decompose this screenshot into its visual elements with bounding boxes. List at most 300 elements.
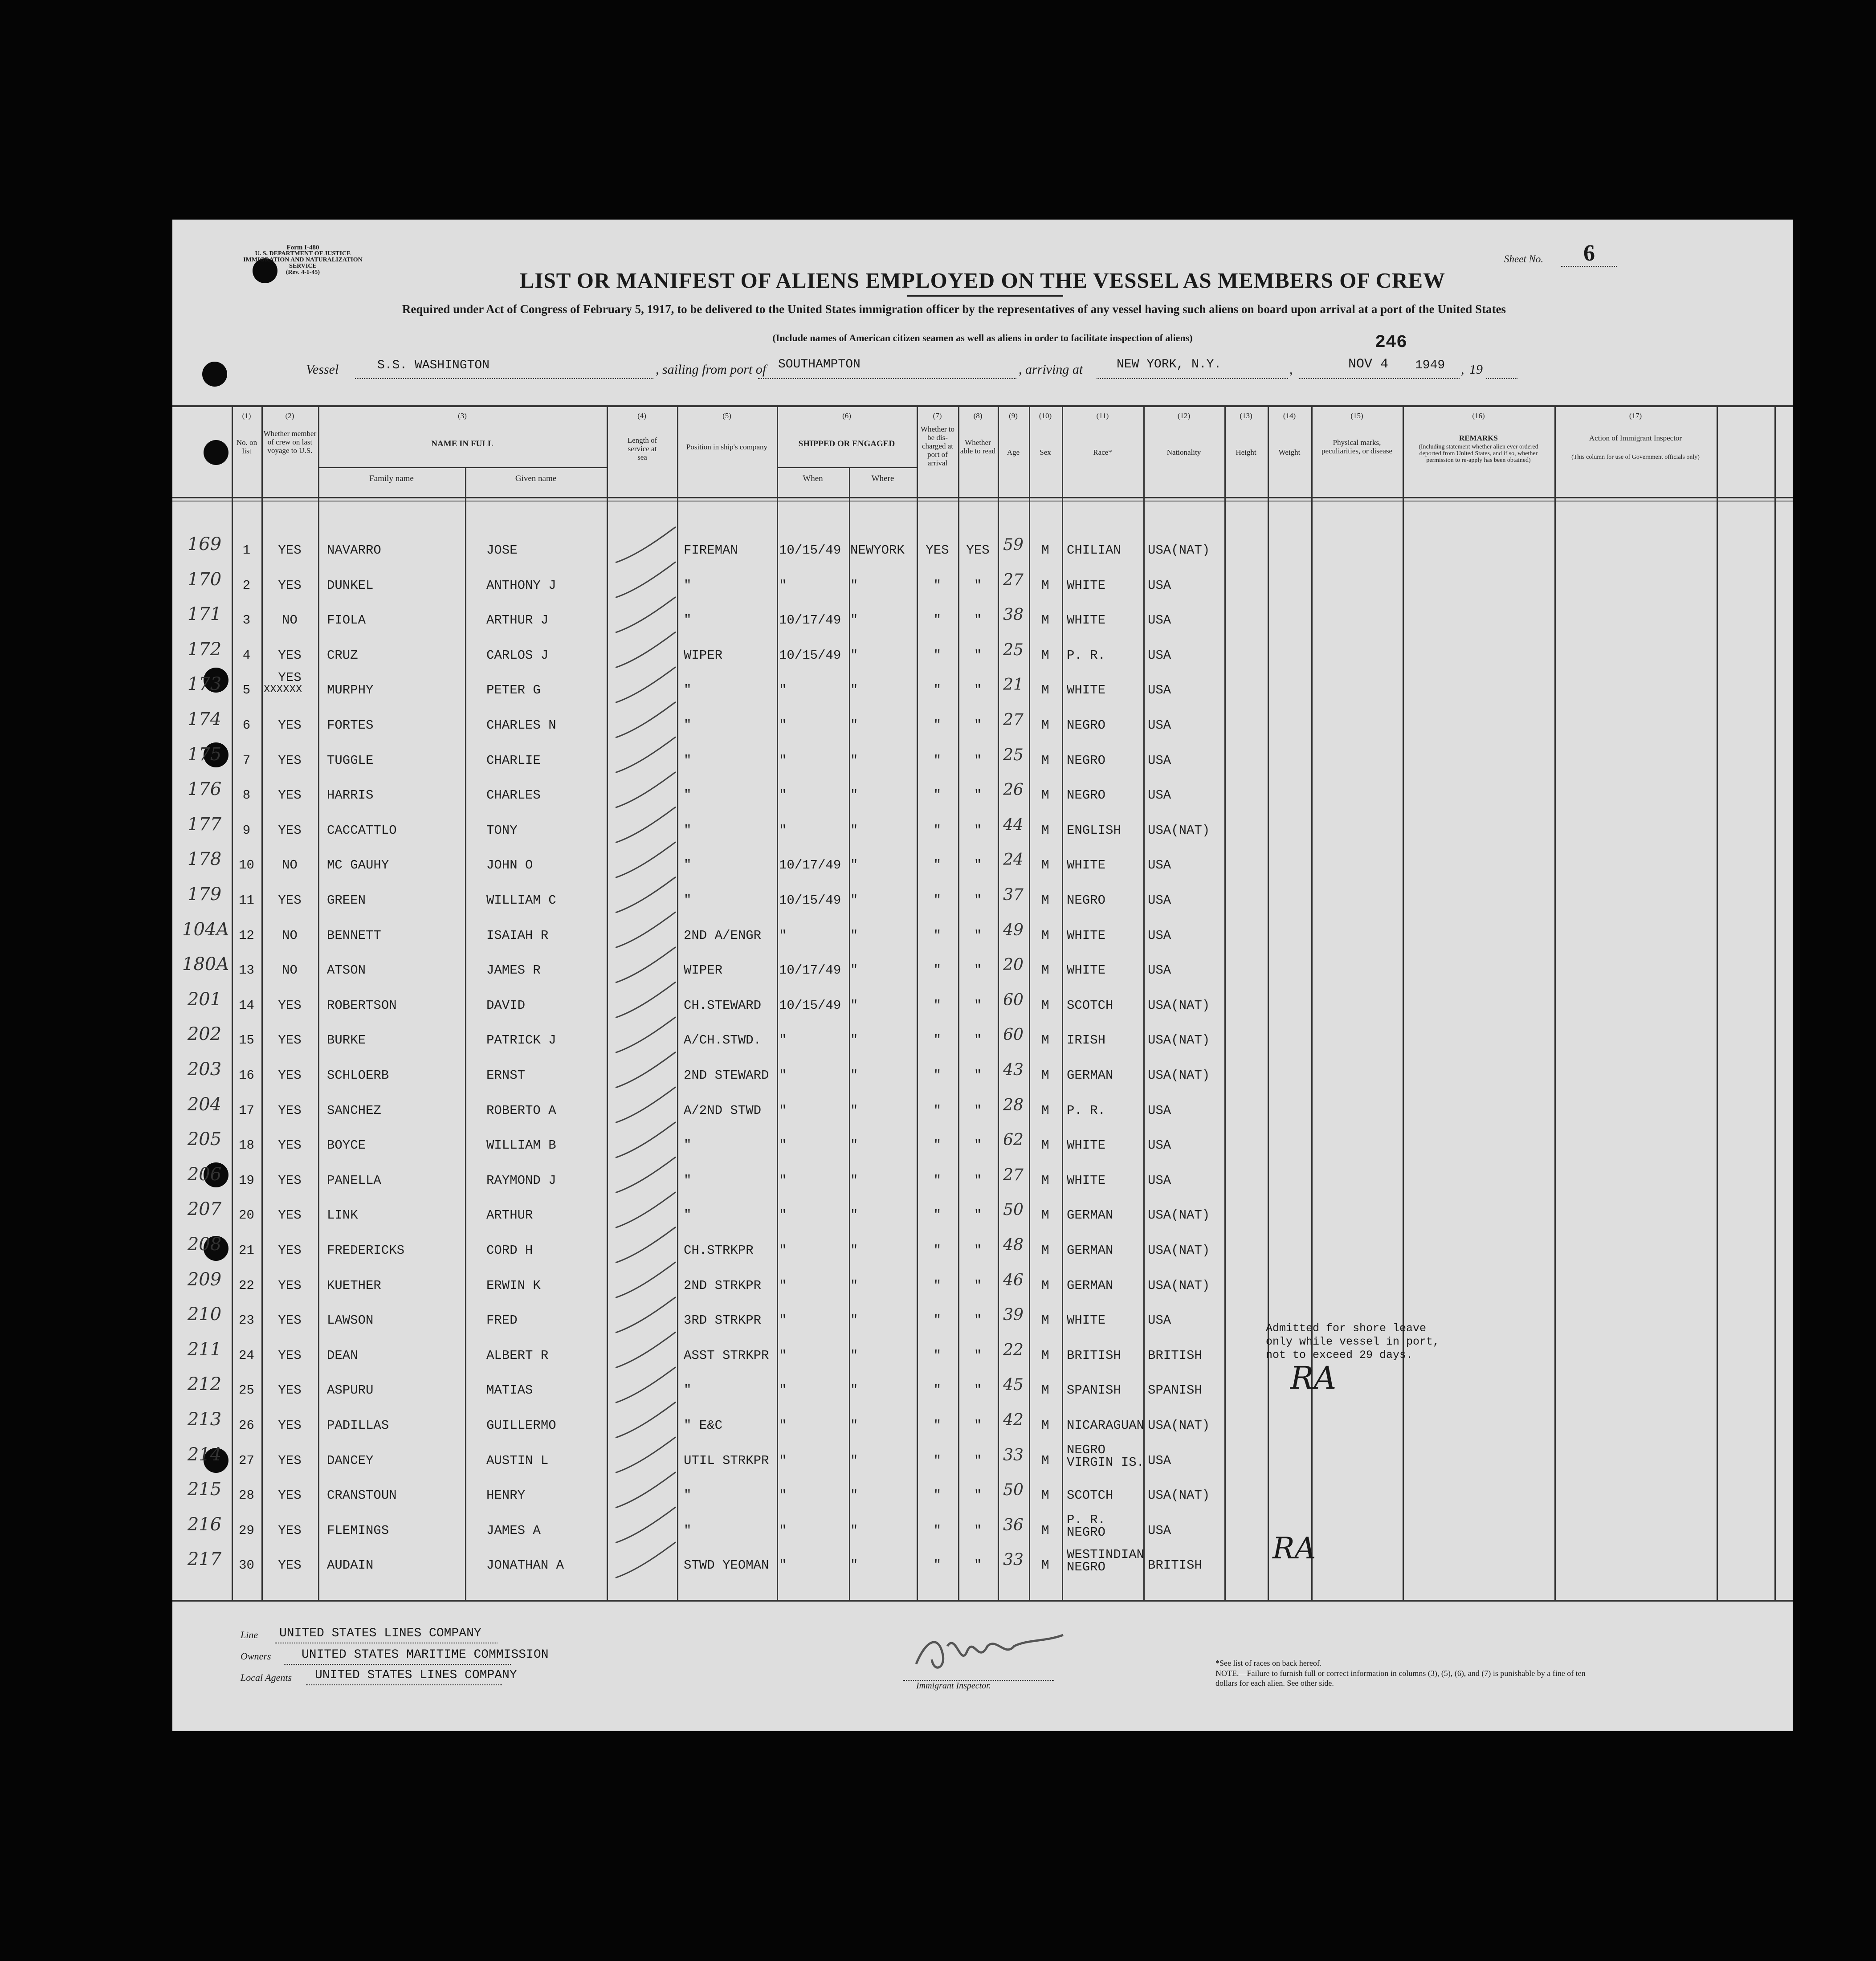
- last-voyage: YES: [278, 1418, 302, 1433]
- family-name: LINK: [327, 1208, 358, 1223]
- line-value: UNITED STATES LINES COMPANY: [279, 1627, 481, 1640]
- position: ": [684, 893, 692, 908]
- nationality: USA(NAT): [1148, 1243, 1210, 1258]
- nationality: SPANISH: [1148, 1383, 1202, 1398]
- local-agents-value: UNITED STATES LINES COMPANY: [315, 1668, 517, 1682]
- nationality: USA: [1148, 1103, 1171, 1118]
- table-row: [172, 567, 1793, 601]
- race: IRISH: [1067, 1033, 1106, 1048]
- margin-number: 204: [187, 1094, 222, 1115]
- given-name: TONY: [486, 823, 518, 838]
- races-note: *See list of races on back hereof.: [1215, 1659, 1322, 1667]
- shipped-where: ": [850, 753, 858, 768]
- margin-number: 104A: [182, 919, 229, 940]
- given-name: DAVID: [486, 998, 526, 1013]
- list-number: 30: [239, 1558, 254, 1573]
- sex: M: [1041, 1173, 1049, 1188]
- col-header-race: Race*: [1093, 448, 1112, 457]
- shipped-where: ": [850, 683, 858, 698]
- race: NEGRO: [1067, 893, 1106, 908]
- table-row: [172, 1301, 1793, 1336]
- margin-number: 206: [187, 1164, 222, 1185]
- position: 2ND A/ENGR: [684, 928, 762, 943]
- shipped-when: 10/15/49: [779, 893, 841, 908]
- position: ": [684, 1208, 692, 1223]
- race: CHILIAN: [1067, 543, 1121, 558]
- nationality: USA: [1148, 648, 1171, 663]
- nationality: BRITISH: [1148, 1348, 1202, 1363]
- age: 42: [1003, 1411, 1024, 1429]
- given-name: AUSTIN L: [486, 1453, 549, 1468]
- table-row: [172, 1546, 1793, 1581]
- col-header-family-name: Family name: [369, 474, 414, 483]
- last-voyage: YES: [278, 1558, 302, 1573]
- last-voyage: NO: [282, 963, 298, 978]
- sex: M: [1041, 963, 1049, 978]
- last-voyage: NO: [282, 928, 298, 943]
- discharged: ": [933, 753, 942, 768]
- sex: M: [1041, 1418, 1049, 1433]
- table-row: [172, 881, 1793, 916]
- shipped-where: ": [850, 1033, 858, 1048]
- line-label: Line: [241, 1629, 258, 1640]
- given-name: ERNST: [486, 1068, 526, 1083]
- nationality: USA: [1148, 578, 1171, 593]
- margin-number: 201: [187, 989, 222, 1010]
- page-note: (Include names of American citizen seamen as well as aliens in order to facilitate inspection of aliens): [772, 332, 1193, 343]
- discharged: ": [933, 1068, 942, 1083]
- sex: M: [1041, 858, 1049, 873]
- discharged: ": [933, 788, 942, 803]
- col-header-height: Height: [1236, 448, 1256, 457]
- sailing-label: , sailing from port of: [656, 362, 767, 377]
- col-header-last-voyage: Whether member of crew on last voyage to U.S.: [263, 429, 317, 455]
- race: WHITE: [1067, 1138, 1106, 1153]
- table-row: [172, 1476, 1793, 1511]
- position: ": [684, 613, 692, 628]
- race: GERMAN: [1067, 1208, 1113, 1223]
- shipped-where: ": [850, 1453, 858, 1468]
- last-voyage: YES: [278, 670, 302, 685]
- sex: M: [1041, 1348, 1049, 1363]
- discharged: YES: [926, 543, 949, 558]
- discharged: ": [933, 1453, 942, 1468]
- family-name: KUETHER: [327, 1278, 381, 1293]
- able-to-read: ": [974, 1103, 982, 1118]
- family-name: FLEMINGS: [327, 1523, 389, 1538]
- race: WHITE: [1067, 1313, 1106, 1328]
- col-header-physical-marks: Physical marks, peculiarities, or disease: [1321, 438, 1393, 455]
- sex: M: [1041, 1558, 1049, 1573]
- family-name: MURPHY: [327, 683, 374, 698]
- position: ": [684, 683, 692, 698]
- shipped-when: ": [779, 928, 787, 943]
- age: 60: [1003, 1026, 1024, 1044]
- table-row: [172, 1021, 1793, 1056]
- col-header-inspector-note: (This column for use of Government officials only): [1571, 454, 1700, 461]
- sex: M: [1041, 788, 1049, 803]
- margin-number: 174: [187, 709, 222, 730]
- able-to-read: ": [974, 893, 982, 908]
- last-voyage: YES: [278, 1523, 302, 1538]
- list-number: 7: [242, 753, 251, 768]
- department: U. S. DEPARTMENT OF JUSTICE: [255, 250, 351, 257]
- family-name: NAVARRO: [327, 543, 381, 558]
- table-row: [172, 1371, 1793, 1406]
- able-to-read: ": [974, 718, 982, 733]
- shipped-where: ": [850, 613, 858, 628]
- list-number: 24: [239, 1348, 254, 1363]
- age: 27: [1003, 1166, 1024, 1184]
- year-prefix: 19: [1469, 362, 1483, 377]
- position: ": [684, 718, 692, 733]
- shipped-where: ": [850, 1383, 858, 1398]
- nationality: USA(NAT): [1148, 1488, 1210, 1503]
- margin-number: 214: [187, 1444, 222, 1465]
- nationality: USA: [1148, 788, 1171, 803]
- able-to-read: ": [974, 683, 982, 698]
- last-voyage: YES: [278, 1173, 302, 1188]
- position: A/CH.STWD.: [684, 1033, 762, 1048]
- margin-number: 169: [187, 534, 222, 554]
- col-header-nationality: Nationality: [1166, 448, 1201, 457]
- table-row: [172, 1126, 1793, 1161]
- margin-number: 175: [187, 744, 222, 765]
- discharged: ": [933, 823, 942, 838]
- given-name: WILLIAM B: [486, 1138, 556, 1153]
- list-number: 25: [239, 1383, 254, 1398]
- sailing-port: SOUTHAMPTON: [778, 358, 861, 371]
- discharged: ": [933, 1418, 942, 1433]
- margin-number: 207: [187, 1199, 222, 1220]
- position: " E&C: [684, 1418, 723, 1433]
- family-name: HARRIS: [327, 788, 374, 803]
- margin-number: 208: [187, 1234, 222, 1255]
- shipped-when: 10/17/49: [779, 858, 841, 873]
- shipped-where: ": [850, 858, 858, 873]
- family-name: ATSON: [327, 963, 366, 978]
- remarks-shore-leave: Admitted for shore leave only while vessel in port, not to exceed 29 days.: [1266, 1322, 1440, 1362]
- able-to-read: ": [974, 1313, 982, 1328]
- discharged: ": [933, 648, 942, 663]
- discharged: ": [933, 1208, 942, 1223]
- nationality: USA(NAT): [1148, 1278, 1210, 1293]
- age: 44: [1003, 815, 1024, 834]
- age: 43: [1003, 1061, 1024, 1079]
- shipped-when: 10/15/49: [779, 998, 841, 1013]
- shipped-where: ": [850, 718, 858, 733]
- able-to-read: ": [974, 1243, 982, 1258]
- position: FIREMAN: [684, 543, 738, 558]
- sheet-label: Sheet No.: [1504, 253, 1544, 265]
- list-number: 2: [242, 578, 251, 593]
- list-number: 29: [239, 1523, 254, 1538]
- given-name: JOSE: [486, 543, 518, 558]
- last-voyage: YES: [278, 753, 302, 768]
- nationality: USA: [1148, 1453, 1171, 1468]
- shipped-where: ": [850, 1138, 858, 1153]
- family-name: PANELLA: [327, 1173, 381, 1188]
- discharged: ": [933, 578, 942, 593]
- race: NEGRO: [1067, 753, 1106, 768]
- given-name: CARLOS J: [486, 648, 549, 663]
- position: ": [684, 823, 692, 838]
- race-second-line: NEGRO: [1067, 1560, 1106, 1575]
- table-row: [172, 776, 1793, 811]
- nationality: USA(NAT): [1148, 823, 1210, 838]
- table-row: [172, 1407, 1793, 1441]
- position: ": [684, 858, 692, 873]
- col-header-when: When: [803, 474, 823, 483]
- discharged: ": [933, 613, 942, 628]
- sex: M: [1041, 1138, 1049, 1153]
- sex: M: [1041, 1033, 1049, 1048]
- table-row: [172, 1337, 1793, 1371]
- col-header-sex: Sex: [1040, 448, 1051, 457]
- age: 27: [1003, 571, 1024, 589]
- list-number: 22: [239, 1278, 254, 1293]
- col-header-given-name: Given name: [515, 474, 557, 483]
- able-to-read: ": [974, 1453, 982, 1468]
- age: 33: [1003, 1551, 1024, 1570]
- shipped-where: ": [850, 1173, 858, 1188]
- table-row: [172, 706, 1793, 741]
- margin-number: 203: [187, 1059, 222, 1080]
- last-voyage: YES: [278, 1383, 302, 1398]
- family-name: DEAN: [327, 1348, 358, 1363]
- able-to-read: ": [974, 963, 982, 978]
- sex: M: [1041, 718, 1049, 733]
- stamp-number: 246: [1375, 333, 1407, 353]
- sex: M: [1041, 893, 1049, 908]
- last-voyage: YES: [278, 1103, 302, 1118]
- margin-number: 202: [187, 1024, 222, 1045]
- shipped-when: ": [779, 1383, 787, 1398]
- shipped-where: ": [850, 928, 858, 943]
- race: ENGLISH: [1067, 823, 1121, 838]
- given-name: CHARLIE: [486, 753, 541, 768]
- col-header-remarks-note: (Including statement whether alien ever ordered deported from United States, and if so, whether permission to re-apply has been obtained): [1419, 444, 1538, 464]
- age: 20: [1003, 956, 1024, 974]
- shipped-when: ": [779, 1033, 787, 1048]
- sheet-number-block: [1504, 241, 1620, 267]
- given-name: ALBERT R: [486, 1348, 549, 1363]
- able-to-read: ": [974, 1033, 982, 1048]
- age: 45: [1003, 1376, 1024, 1394]
- age: 50: [1003, 1481, 1024, 1500]
- age: 37: [1003, 886, 1024, 904]
- race: WHITE: [1067, 578, 1106, 593]
- nationality: USA: [1148, 928, 1171, 943]
- nationality: USA(NAT): [1148, 998, 1210, 1013]
- penalty-note: NOTE.—Failure to furnish full or correct information in columns (3), (5), (6), and (7) is punishable by a fine of ten dollars for each alien. See other side.: [1215, 1669, 1586, 1688]
- race: NEGRO: [1067, 1442, 1106, 1457]
- able-to-read: ": [974, 928, 982, 943]
- margin-number: 216: [187, 1514, 222, 1535]
- last-voyage: YES: [278, 718, 302, 733]
- race: WHITE: [1067, 858, 1106, 873]
- shipped-where: ": [850, 648, 858, 663]
- race: WHITE: [1067, 928, 1106, 943]
- family-name: BENNETT: [327, 928, 381, 943]
- family-name: ASPURU: [327, 1383, 374, 1398]
- shipped-where: ": [850, 788, 858, 803]
- footer: [172, 1602, 1793, 1731]
- family-name: CACCATTLO: [327, 823, 397, 838]
- nationality: BRITISH: [1148, 1558, 1202, 1573]
- nationality: USA(NAT): [1148, 543, 1210, 558]
- race: GERMAN: [1067, 1278, 1113, 1293]
- sex: M: [1041, 1453, 1049, 1468]
- col-header-where: Where: [871, 474, 894, 483]
- nationality: USA(NAT): [1148, 1068, 1210, 1083]
- race: P. R.: [1067, 648, 1106, 663]
- margin-number: 215: [187, 1479, 222, 1500]
- given-name: ERWIN K: [486, 1278, 541, 1293]
- shipped-when: ": [779, 753, 787, 768]
- nationality: USA(NAT): [1148, 1033, 1210, 1048]
- list-number: 26: [239, 1418, 254, 1433]
- table-row: [172, 1196, 1793, 1231]
- race: GERMAN: [1067, 1243, 1113, 1258]
- margin-number: 211: [187, 1339, 222, 1360]
- page-subtitle: Required under Act of Congress of February 5, 1917, to be delivered to the United States immigration officer by the representatives of any vessel having such aliens on board upon arrival at a port of the United States: [402, 302, 1506, 316]
- voyage-line: Vessel S.S. WASHINGTON , sailing from port of SOUTHAMPTON , arriving at NEW YORK, N.Y. , NOV 4 1949 , 19: [172, 351, 1793, 378]
- family-name: SCHLOERB: [327, 1068, 389, 1083]
- shipped-when: ": [779, 1488, 787, 1503]
- shipped-where: ": [850, 1488, 858, 1503]
- race: SCOTCH: [1067, 998, 1113, 1013]
- nationality: USA: [1148, 1173, 1171, 1188]
- last-voyage: YES: [278, 1313, 302, 1328]
- given-name: CHARLES N: [486, 718, 556, 733]
- given-name: MATIAS: [486, 1383, 533, 1398]
- sex: M: [1041, 928, 1049, 943]
- shipped-where: ": [850, 1208, 858, 1223]
- shipped-where: ": [850, 893, 858, 908]
- inspector-label: Immigrant Inspector.: [916, 1681, 991, 1691]
- shipped-when: ": [779, 1313, 787, 1328]
- race: NEGRO: [1067, 788, 1106, 803]
- sex: M: [1041, 753, 1049, 768]
- table-row: [172, 987, 1793, 1021]
- nationality: USA: [1148, 858, 1171, 873]
- able-to-read: ": [974, 858, 982, 873]
- form-number: Form I-480: [286, 244, 319, 251]
- last-voyage: YES: [278, 1488, 302, 1503]
- last-voyage: YES: [278, 998, 302, 1013]
- col-header-position: Position in ship's company: [686, 443, 768, 451]
- sex: M: [1041, 613, 1049, 628]
- family-name: LAWSON: [327, 1313, 374, 1328]
- family-name: FORTES: [327, 718, 374, 733]
- shipped-when: ": [779, 1068, 787, 1083]
- list-number: 9: [242, 823, 251, 838]
- list-number: 5: [242, 683, 251, 698]
- sex: M: [1041, 1313, 1049, 1328]
- shipped-where: NEWYORK: [850, 543, 905, 558]
- margin-number: 209: [187, 1269, 222, 1290]
- family-name: CRANSTOUN: [327, 1488, 397, 1503]
- table-row: [172, 531, 1793, 566]
- margin-number: 210: [187, 1304, 222, 1325]
- position: ": [684, 1173, 692, 1188]
- able-to-read: ": [974, 1523, 982, 1538]
- table-row: [172, 1267, 1793, 1301]
- sex: M: [1041, 1243, 1049, 1258]
- given-name: PATRICK J: [486, 1033, 556, 1048]
- col-header-name: NAME IN FULL: [431, 439, 493, 448]
- position: 2ND STRKPR: [684, 1278, 762, 1293]
- race: WESTINDIAN: [1067, 1547, 1145, 1562]
- discharged: ": [933, 858, 942, 873]
- shipped-where: ": [850, 1558, 858, 1573]
- list-number: 23: [239, 1313, 254, 1328]
- position: ": [684, 788, 692, 803]
- last-voyage: YES: [278, 1138, 302, 1153]
- able-to-read: ": [974, 998, 982, 1013]
- age: 25: [1003, 640, 1024, 659]
- position: ": [684, 1138, 692, 1153]
- able-to-read: YES: [966, 543, 990, 558]
- col-header-able-to-read: Whether able to read: [960, 438, 996, 455]
- family-name: FREDERICKS: [327, 1243, 405, 1258]
- sex: M: [1041, 648, 1049, 663]
- shipped-when: ": [779, 1453, 787, 1468]
- list-number: 15: [239, 1033, 254, 1048]
- family-name: ROBERTSON: [327, 998, 397, 1013]
- shipped-where: ": [850, 1313, 858, 1328]
- family-name: BOYCE: [327, 1138, 366, 1153]
- sex: M: [1041, 543, 1049, 558]
- race: WHITE: [1067, 1173, 1106, 1188]
- race: WHITE: [1067, 683, 1106, 698]
- col-header-discharged: Whether to be dis-charged at port of arrival: [921, 425, 954, 467]
- shipped-where: ": [850, 1418, 858, 1433]
- given-name: GUILLERMO: [486, 1418, 556, 1433]
- family-name: DUNKEL: [327, 578, 374, 593]
- able-to-read: ": [974, 753, 982, 768]
- shipped-where: ": [850, 1243, 858, 1258]
- list-number: 8: [242, 788, 251, 803]
- shipped-when: ": [779, 1348, 787, 1363]
- shipped-when: 10/17/49: [779, 963, 841, 978]
- position: ": [684, 578, 692, 593]
- margin-number: 171: [187, 604, 222, 625]
- col-header-shipped: SHIPPED OR ENGAGED: [798, 439, 895, 448]
- race: P. R.: [1067, 1512, 1106, 1527]
- margin-number: 178: [187, 849, 222, 870]
- nationality: USA: [1148, 718, 1171, 733]
- nationality: USA: [1148, 893, 1171, 908]
- margin-number: 205: [187, 1129, 222, 1150]
- given-name: JOHN O: [486, 858, 533, 873]
- race: BRITISH: [1067, 1348, 1121, 1363]
- nationality: USA: [1148, 1313, 1171, 1328]
- race-second-line: VIRGIN IS.: [1067, 1455, 1145, 1470]
- last-voyage: YES: [278, 1453, 302, 1468]
- race: WHITE: [1067, 613, 1106, 628]
- last-voyage: YES: [278, 788, 302, 803]
- list-number: 28: [239, 1488, 254, 1503]
- vessel-name: S.S. WASHINGTON: [377, 359, 490, 372]
- table-row: [172, 1056, 1793, 1091]
- discharged: ": [933, 1523, 942, 1538]
- discharged: ": [933, 1383, 942, 1398]
- struck-text: XXXXXX: [264, 684, 302, 696]
- owners-value: UNITED STATES MARITIME COMMISSION: [302, 1648, 549, 1662]
- position: WIPER: [684, 648, 723, 663]
